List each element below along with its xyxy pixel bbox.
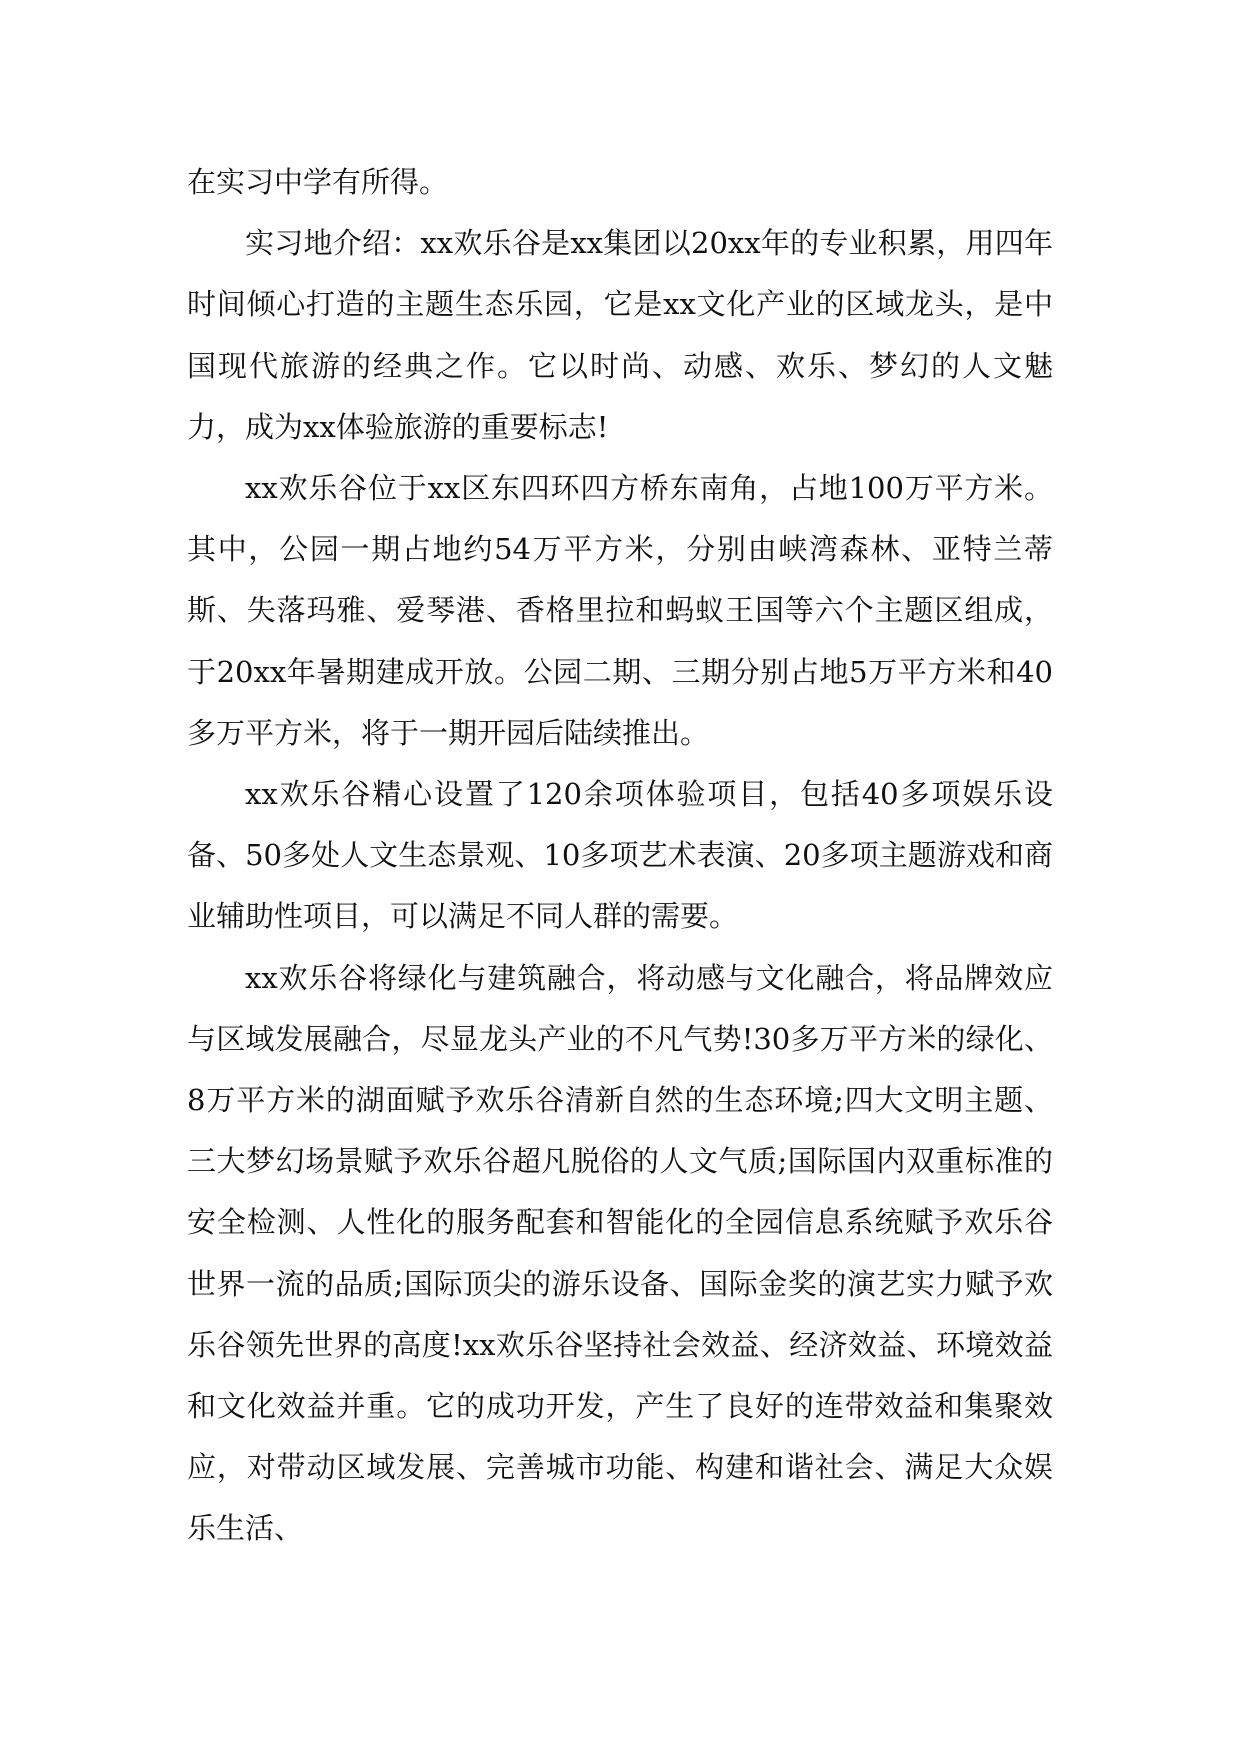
paragraph-attractions: xx欢乐谷精心设置了120余项体验项目，包括40多项娱乐设备、50多处人文生态景观、10多项艺术表演、20多项主题游戏和商业辅助性项目，可以满足不同人群的需要。 bbox=[187, 777, 1053, 934]
paragraph-continuation: 在实习中学有所得。 bbox=[187, 165, 449, 199]
document-body bbox=[187, 152, 1053, 1560]
paragraph-site-introduction: 实习地介绍：xx欢乐谷是xx集团以20xx年的专业积累，用四年时间倾心打造的主题生态乐园，它是xx文化产业的区域龙头，是中国现代旅游的经典之作。它以时尚、动感、欢乐、梦幻的人文魅力，成为xx体验旅游的重要标志! bbox=[187, 226, 1053, 444]
paragraph-integration-benefits: xx欢乐谷将绿化与建筑融合，将动感与文化融合，将品牌效应与区域发展融合，尽显龙头产业的不凡气势!30多万平方米的绿化、8万平方米的湖面赋予欢乐谷清新自然的生态环境;四大文明主题、三大梦幻场景赋予欢乐谷超凡脱俗的人文气质;国际国内双重标准的安全检测、人性化的服务配套和智能化的全园信息系统赋予欢乐谷世界一流的品质;国际顶尖的游乐设备、国际金奖的演艺实力赋予欢乐谷领先世界的高度!xx欢乐谷坚持社会效益、经济效益、环境效益和文化效益并重。它的成功开发，产生了良好的连带效益和集聚效应，对带动区域发展、完善城市功能、构建和谐社会、满足大众娱乐生活、 bbox=[187, 960, 1053, 1546]
paragraph-location-area: xx欢乐谷位于xx区东四环四方桥东南角，占地100万平方米。其中，公园一期占地约54万平方米，分别由峡湾森林、亚特兰蒂斯、失落玛雅、爱琴港、香格里拉和蚂蚁王国等六个主题区组成，于20xx年暑期建成开放。公园二期、三期分别占地5万平方米和40多万平方米，将于一期开园后陆续推出。 bbox=[187, 471, 1053, 750]
